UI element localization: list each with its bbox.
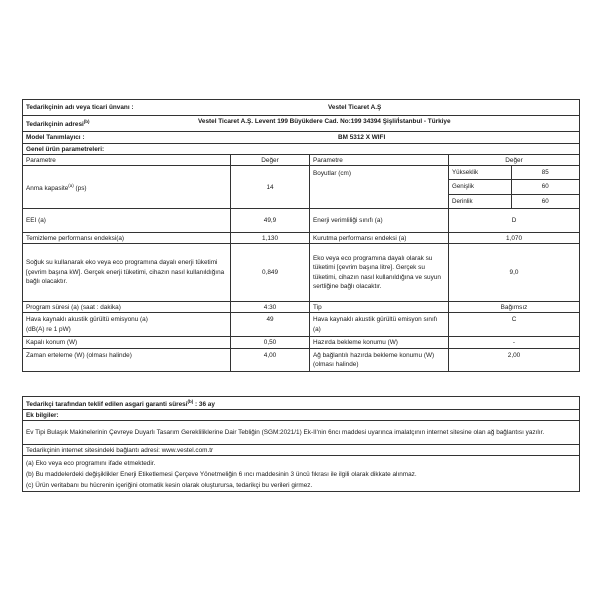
eei-label: EEI (a): [23, 209, 231, 233]
energy-class-label: Enerji verimliliği sınıfı (a): [310, 209, 449, 233]
col-header-param-2: Parametre: [310, 155, 449, 166]
energy-class-value: D: [449, 209, 580, 233]
width-value: 60: [511, 180, 579, 194]
networked-standby-value: 2,00: [449, 349, 580, 372]
standby-label: Hazırda bekleme konumu (W): [310, 337, 449, 349]
table-header-row: [23, 155, 580, 166]
networked-standby-label: Ağ bağlantılı hazırda bekleme konumu (W) (olması halinde): [310, 349, 449, 372]
model-label: Model Tanımlayıcı :: [26, 134, 85, 141]
cleaning-index-value: 1,130: [231, 233, 310, 244]
website-text: Tedarikçinin internet sitesindeki bağlantı adresi: www.vestel.com.tr: [23, 445, 580, 456]
warranty-sup: (b): [187, 399, 194, 404]
footer-table: [22, 396, 580, 492]
table-row: [23, 244, 580, 302]
table-row: [23, 166, 580, 209]
noise-class-value: C: [449, 313, 580, 337]
off-mode-label: Kapalı konum (W): [23, 337, 231, 349]
dimensions-label: Boyutlar (cm): [310, 166, 449, 209]
table-row: [23, 313, 580, 337]
col-header-param: Parametre: [23, 155, 231, 166]
standby-value: -: [449, 337, 580, 349]
depth-value: 60: [511, 194, 579, 208]
table-row: [23, 349, 580, 372]
parameters-table: [22, 154, 580, 372]
table-row: [23, 302, 580, 313]
warranty-label: Tedarikçi tarafından teklif edilen asgari garanti süresi: [26, 401, 188, 409]
cleaning-index-label: Temizleme performansı endeksi(a): [23, 233, 231, 244]
footnotes: [23, 456, 580, 492]
noise-emission-label: Hava kaynaklı akustik gürültü emisyonu (a) (dB(A) re 1 pW): [23, 313, 231, 337]
table-row: [23, 337, 580, 349]
address-sup: (b): [83, 119, 90, 125]
delay-start-label: Zaman erteleme (W) (olması halinde): [23, 349, 231, 372]
program-duration-value: 4:30: [231, 302, 310, 313]
address-row: [23, 116, 580, 132]
energy-consumption-label: Soğuk su kullanarak eko veya eco programına dayalı enerji tüketimi [çevrim başına kW]. Gerçek enerji tüketimi, cihazın nasıl kullanıldığına bağlı olacaktır.: [23, 244, 231, 302]
dimensions-subtable: [449, 166, 579, 208]
energy-consumption-value: 0,849: [231, 244, 310, 302]
noise-class-label: Hava kaynaklı akustik gürültü emisyon sınıfı (a): [310, 313, 449, 337]
col-header-value: Değer: [231, 155, 310, 166]
regulation-text: Ev Tipi Bulaşık Makinelerinin Çevreye Duyarlı Tasarım Gerekliliklerine Dair Tebliğin (SGM:2021/1) Ek-II'nin 6ncı maddesi uyarınca imalatçının internet sitesine olan ağ bağlantısı yazılır.: [23, 421, 580, 445]
width-label: Genişlik: [449, 180, 511, 194]
table-row: [23, 209, 580, 233]
type-label: Tip: [310, 302, 449, 313]
warranty-value: : 36 ay: [195, 401, 215, 409]
noise-emission-value: 49: [231, 313, 310, 337]
supplier-label: Tedarikçinin adı veya ticari ünvanı :: [26, 104, 134, 111]
height-value: 85: [511, 166, 579, 180]
table-row: [23, 233, 580, 244]
footnote-a: (a) Eko veya eco programını ifade etmektedir.: [26, 460, 156, 468]
drying-index-label: Kurutma performansı endeksi (a): [310, 233, 449, 244]
water-consumption-label: Eko veya eco programına dayalı olarak su tüketimi [çevrim başına litre]. Gerçek su tüketimi, cihazın nasıl kullanıldığına ve suyun sertliğine bağlı olacaktır.: [310, 244, 449, 302]
general-params-heading: Genel ürün parametreleri:: [23, 144, 580, 155]
height-label: Yükseklik: [449, 166, 511, 180]
col-header-value-2: Değer: [449, 155, 580, 166]
delay-start-value: 4,00: [231, 349, 310, 372]
supplier-info-table: [22, 99, 580, 155]
footnote-c: (c) Ürün veritabanı bu hücrenin içeriğini otomatik kesin olarak oluşturursa, tedarikçi bu verileri girmez.: [26, 482, 313, 490]
program-duration-label: Program süresi (a) (saat : dakika): [23, 302, 231, 313]
supplier-row: [23, 100, 580, 116]
supplier-value: Vestel Ticaret A.Ş: [328, 104, 382, 111]
eei-value: 49,9: [231, 209, 310, 233]
warranty-row: [23, 397, 580, 410]
off-mode-value: 0,50: [231, 337, 310, 349]
extra-info-heading: Ek bilgiler:: [23, 410, 580, 421]
rated-capacity-value: 14: [231, 166, 310, 209]
model-row: [23, 132, 580, 144]
type-value: Bağımsız: [449, 302, 580, 313]
address-label: Tedarikçinin adresi: [26, 121, 84, 129]
dimensions-cell: [449, 166, 580, 209]
model-value: BM 5312 X WIFI: [338, 134, 386, 141]
rated-capacity-label: Anma kapasite$^{(a)}$ (ps): [23, 166, 231, 209]
water-consumption-value: 9,0: [449, 244, 580, 302]
depth-label: Derinlik: [449, 194, 511, 208]
address-value: Vestel Ticaret A.Ş. Levent 199 Büyükdere Cad. No:199 34394 Şişli/İstanbul - Türkiye: [198, 118, 451, 126]
drying-index-value: 1,070: [449, 233, 580, 244]
footnote-b: (b) Bu maddelerdeki değişiklikler Enerji Etiketlemesi Çerçeve Yönetmeliğin 6 ıncı maddesinin 3 üncü fıkrası ile ilgili olarak dikkate alınmaz.: [26, 471, 417, 479]
